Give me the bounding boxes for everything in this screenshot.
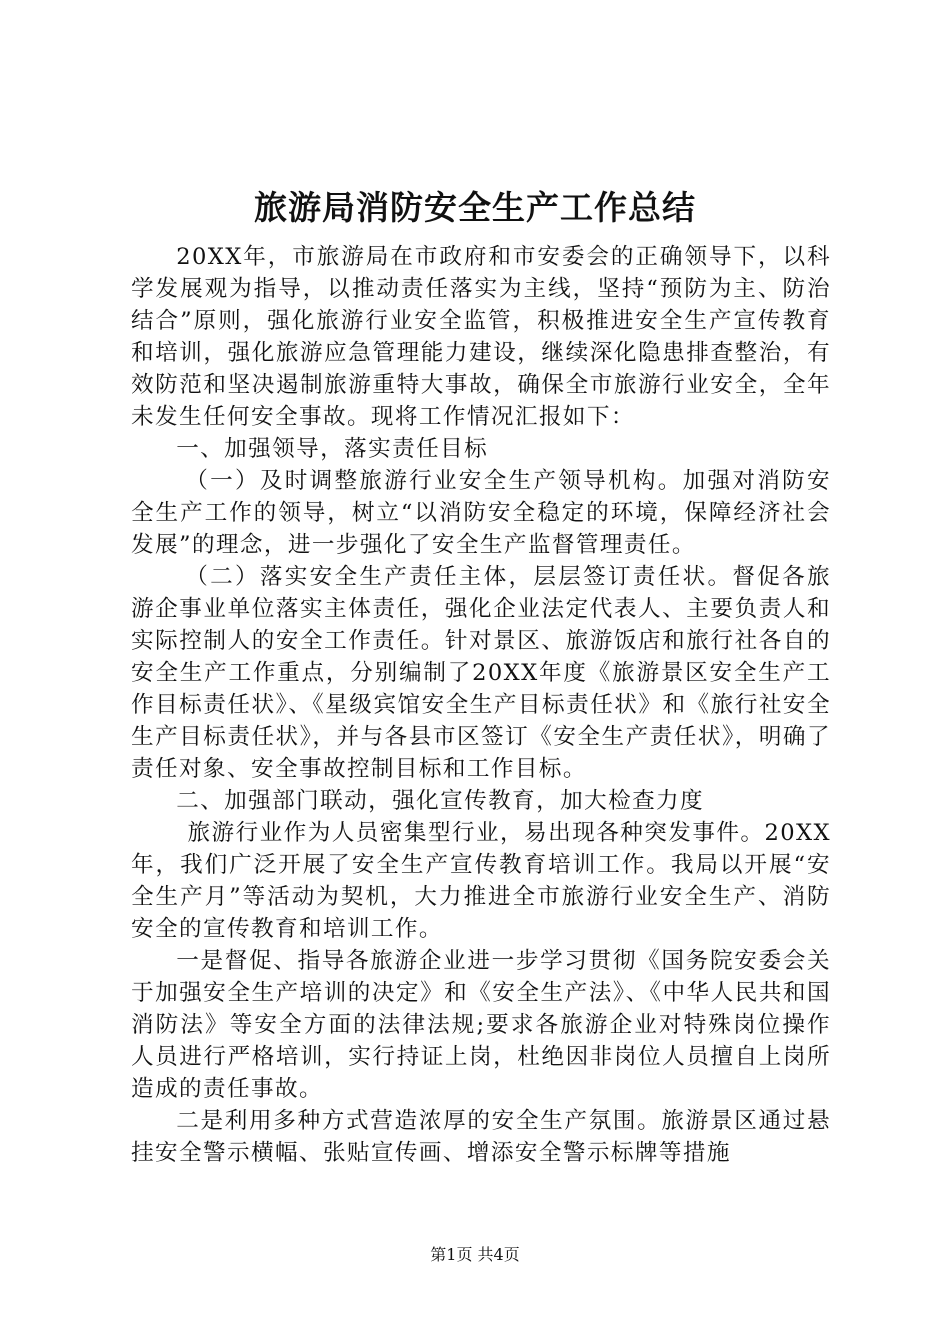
paragraph-intro: 20XX年，市旅游局在市政府和市安委会的正确领导下，以科学发展观为指导，以推动责任落实为主线，坚持“预防为主、防治结合”原则，强化旅游行业安全监管，积极推进安全生产宣传教育和培训，强化旅游应急管理能力建设，继续深化隐患排查整治，有效防范和坚决遏制旅游重特大事故，确保全市旅游行业安全，全年未发生任何安全事故。现将工作情况汇报如下： bbox=[131, 244, 831, 430]
section-heading-2: 二、加强部门联动，强化宣传教育，加大检查力度 bbox=[176, 788, 705, 814]
section-heading-1: 一、加强领导，落实责任目标 bbox=[176, 436, 489, 462]
paragraph-1-2: （二）落实安全生产责任主体，层层签订责任状。督促各旅游企事业单位落实主体责任，强化企业法定代表人、主要负责人和实际控制人的安全工作责任。针对景区、旅游饭店和旅行社各自的安全生产工作重点，分别编制了20XX年度《旅游景区安全生产工作目标责任状》、《星级宾馆安全生产目标责任状》和《旅行社安全生产目标责任状》，并与各县市区签订《安全生产责任状》，明确了责任对象、安全事故控制目标和工作目标。 bbox=[131, 564, 831, 782]
document-title: 旅游局消防安全生产工作总结 bbox=[254, 188, 696, 227]
paragraph-2-2: 二是利用多种方式营造浓厚的安全生产氛围。旅游景区通过悬挂安全警示横幅、张贴宣传画、增添安全警示标牌等措施 bbox=[131, 1108, 831, 1166]
document-body bbox=[131, 241, 831, 1169]
page-number: 第1页 共4页 bbox=[430, 1245, 520, 1264]
paragraph-1-1: （一）及时调整旅游行业安全生产领导机构。加强对消防安全生产工作的领导，树立“以消防安全稳定的环境，保障经济社会发展”的理念，进一步强化了安全生产监督管理责任。 bbox=[131, 468, 831, 558]
paragraph-2-intro: 旅游行业作为人员密集型行业，易出现各种突发事件。20XX年，我们广泛开展了安全生产宣传教育培训工作。我局以开展“安全生产月”等活动为契机，大力推进全市旅游行业安全生产、消防安全的宣传教育和培训工作。 bbox=[131, 820, 831, 942]
paragraph-2-1: 一是督促、指导各旅游企业进一步学习贯彻《国务院安委会关于加强安全生产培训的决定》和《安全生产法》、《中华人民共和国消防法》等安全方面的法律法规;要求各旅游企业对特殊岗位操作人员进行严格培训，实行持证上岗，杜绝因非岗位人员擅自上岗所造成的责任事故。 bbox=[131, 948, 831, 1102]
